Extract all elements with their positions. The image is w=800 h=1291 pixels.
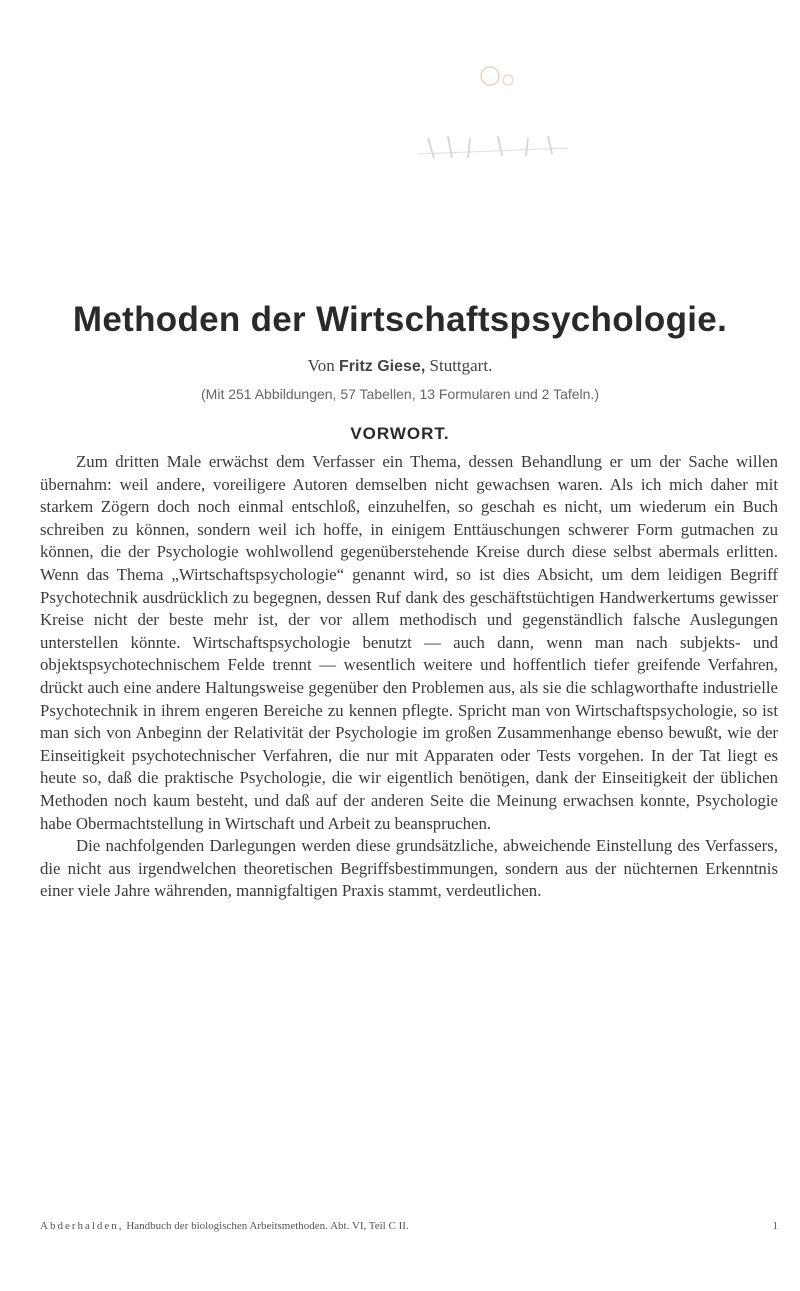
series-title: Handbuch der biologischen Arbeitsmethoden. Abt. VI, Teil C II. (126, 1220, 409, 1232)
illustrations-note: (Mit 251 Abbildungen, 57 Tabellen, 13 Formularen und 2 Tafeln.) (201, 386, 599, 402)
library-stamp (408, 58, 578, 178)
paragraph: Die nachfolgenden Darlegungen werden diese grundsätzliche, abweichende Einstellung des Verfassers, die nicht aus irgendwelchen theoretischen Begriffsbestimmungen, sondern aus der nüchternen Erkenntnis einer viele Jahre währenden, mannigfaltigen Praxis stammt, verdeutlichen. (40, 836, 778, 901)
section-heading: VORWORT. (350, 424, 450, 443)
series-author: Abderhalden, (40, 1220, 124, 1232)
stamp-icon (408, 58, 578, 178)
author-name: Fritz Giese, (339, 358, 426, 375)
page-mark: 1 (772, 1220, 778, 1232)
author-place: Stuttgart. (429, 356, 493, 375)
paragraph: Zum dritten Male erwächst dem Verfasser ein Thema, dessen Behandlung er um der Sache willen übernahm: weil andere, voreiligere Autoren demselben nicht gewachsen waren. Als ich mich daher mit starkem Zögern doch noch einmal entschloß, einzuhelfen, so geschah es nicht, um wiederum ein Buch schreiben zu können, sondern weil ich hoffe, in einigem Enttäuschungen schwerer Form gutmachen zu können, die der Psychologie wohlwollend gegenüberstehende Kreise durch diese selbst abermals erlitten. Wenn das Thema „Wirtschaftspsychologie“ genannt wird, so ist dies Absicht, um dem leidigen Begriff Psychotechnik ausdrücklich zu begegnen, dessen Ruf dank des geschäftstüchtigen Handwerkertums gewisser Kreise nicht der beste mehr ist, der vor allem methodisch und gegenständlich falsche Auslegungen unterstellen könnte. Wirtschaftspsychologie benutzt — auch dann, wenn man nach subjekts- und objektspsychotechnischem Felde trennt — wesentlich weitere und hoffentlich tiefer greifende Verfahren, drückt auch eine andere Haltungsweise gegenüber den Problemen aus, als sie die schlagworthafte industrielle Psychotechnik in ihrem engeren Bereiche zu kennen pflegte. Spricht man von Wirtschaftspsychologie, so ist man sich von Anbeginn der Relativität der Psychologie im großen Zusammenhange ebenso bewußt, wie der Einseitigkeit psychotechnischer Verfahren, die nur mit Apparaten oder Tests vorgehen. In der Tat liegt es heute so, daß die praktische Psychologie, die wir eigentlich benötigen, dank der Einseitigkeit der üblichen Methoden noch kaum besteht, und daß auf der anderen Seite die Meinung erwachsen konnte, Psychologie habe Obermachtstellung in Wirtschaft und Arbeit zu beanspruchen. (40, 452, 778, 833)
footer-reference (40, 1220, 409, 1232)
author-line (0, 356, 800, 376)
page-footer (40, 1220, 778, 1232)
body-text (40, 451, 778, 903)
document-title: Methoden der Wirtschaftspsychologie. (72, 300, 728, 339)
author-prefix: Von (307, 356, 335, 375)
